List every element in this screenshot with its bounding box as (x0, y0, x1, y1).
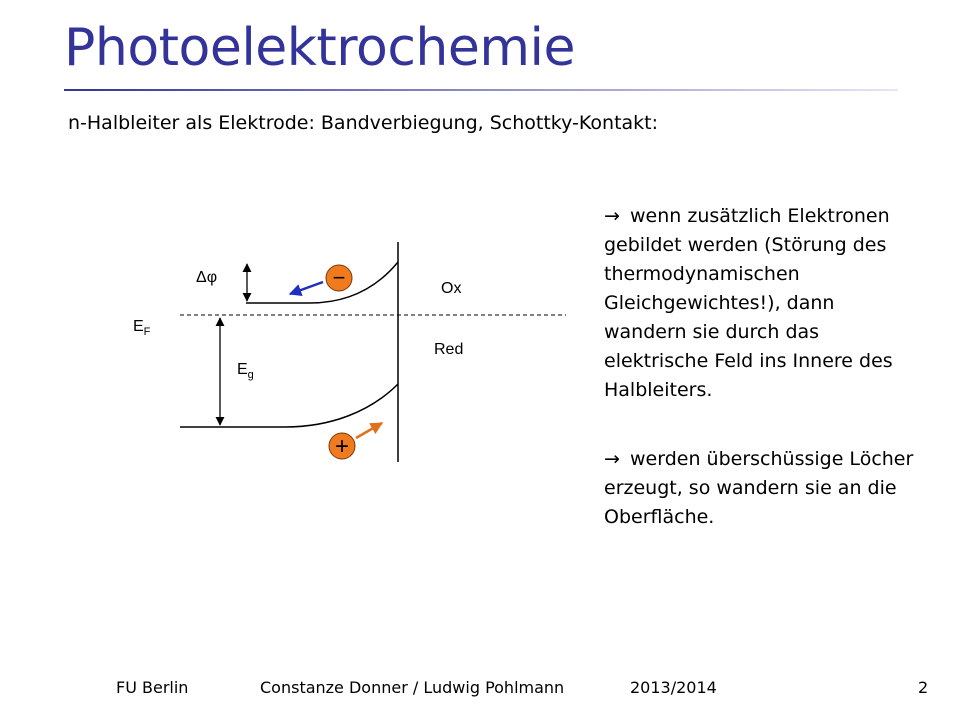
footer-authors: Constanze Donner / Ludwig Pohlmann (260, 678, 565, 697)
ox-label: Ox (441, 280, 462, 297)
slide-subtitle: n-Halbleiter als Elektrode: Bandverbiegung, Schottky-Kontakt: (68, 112, 659, 134)
valence-band (180, 384, 398, 427)
fermi-label: $E_F$ (133, 318, 151, 338)
electron-symbol: − (332, 265, 346, 290)
electron-arrow (290, 282, 323, 294)
arrow-right-icon: → (604, 448, 620, 470)
footer-year: 2013/2014 (630, 678, 717, 697)
hole-arrow (356, 423, 382, 438)
arrow-right-icon: → (604, 205, 620, 227)
hole-symbol: + (334, 433, 350, 460)
paragraph-electrons: → wenn zusätzlich Elektronen gebildet werden (Störung des thermodynamischen Gleichgewichtes!), dann wandern sie durch das elektrische Feld ins Innere des Halbleiters. (604, 202, 914, 405)
footer-institution: FU Berlin (116, 678, 189, 697)
gap-label: $E_g$ (237, 361, 254, 381)
footer-page-number: 2 (918, 678, 929, 697)
paragraph-holes: → werden überschüssige Löcher erzeugt, so wandern sie an die Oberfläche. (604, 445, 914, 532)
red-label: Red (434, 341, 464, 358)
delta-phi-label: Δφ (196, 269, 218, 286)
slide-title: Photoelektrochemie (64, 18, 575, 78)
